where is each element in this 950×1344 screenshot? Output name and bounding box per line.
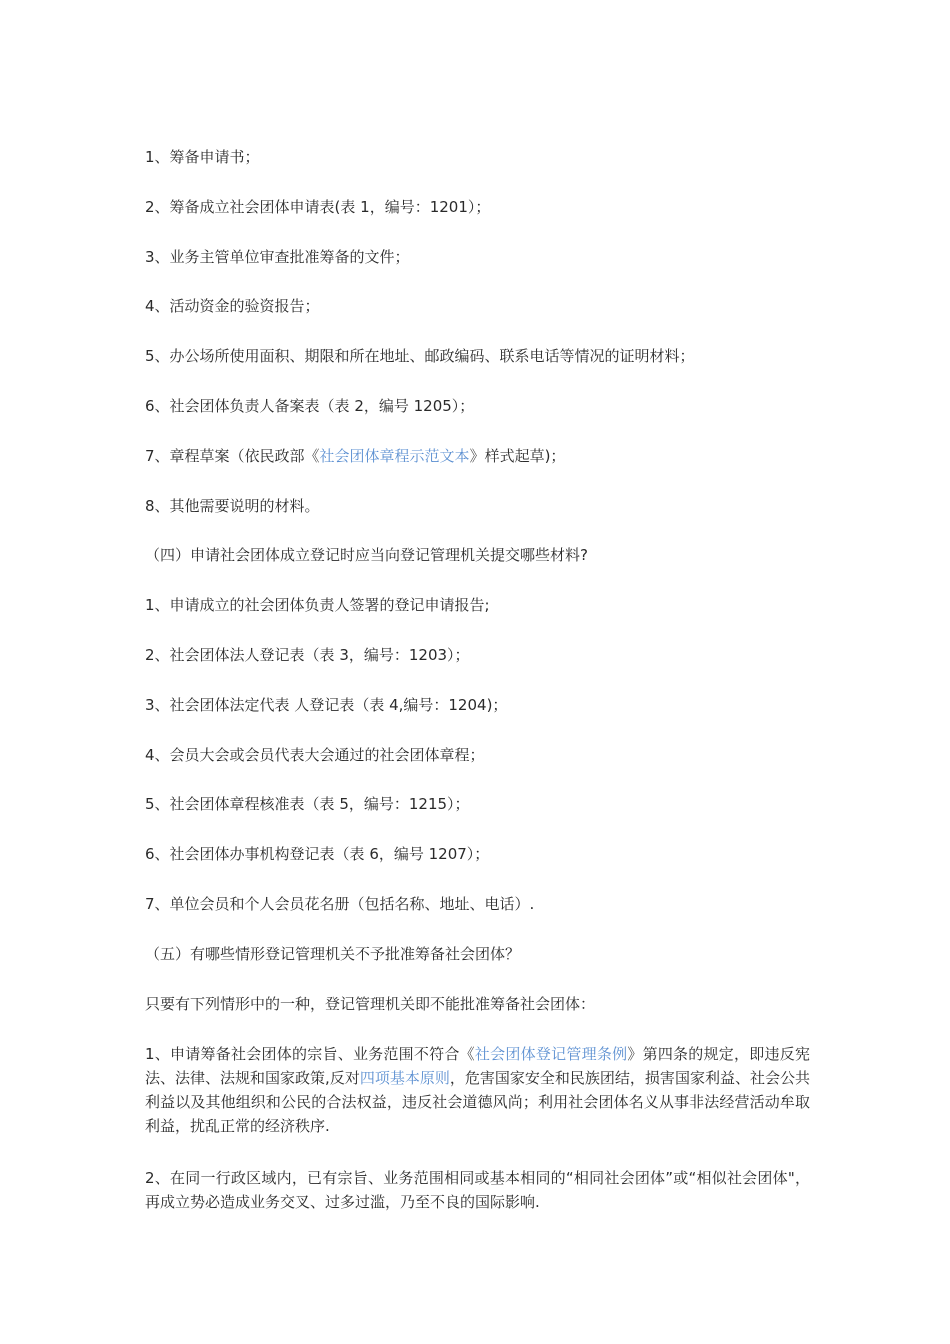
paragraph: 2、在同一行政区域内，已有宗旨、业务范围相同或基本相同的“相同社会团体”或“相似社会团体"，再成立势必造成业务交叉、过多过滥，乃至不良的国际影响. <box>145 1169 810 1212</box>
list-item: 4、会员大会或会员代表大会通过的社会团体章程； <box>145 745 485 764</box>
list-item: 7、单位会员和个人会员花名册（包括名称、地址、电话）. <box>145 894 535 913</box>
regulation-link[interactable]: 社会团体登记管理条例 <box>474 1045 628 1064</box>
principles-link[interactable]: 四项基本原则 <box>359 1069 450 1088</box>
document-body <box>145 146 810 1242</box>
intro-text: 只要有下列情形中的一种，登记管理机关即不能批准筹备社会团体： <box>145 994 596 1013</box>
list-item: 8、其他需要说明的材料。 <box>145 496 320 515</box>
paragraph <box>145 1042 810 1138</box>
paragraph-text: 》第四条的规定，即违反宪法、法律、法规和国家政策,反对 <box>145 1045 810 1088</box>
list-item: 5、社会团体章程核准表（表 5，编号：1215）； <box>145 795 470 814</box>
list-item-text: 7、章程草案（依民政部《 <box>145 446 320 465</box>
list-item: 2、筹备成立社会团体申请表(表 1，编号：1201）； <box>145 197 491 216</box>
list-item: 6、社会团体负责人备案表（表 2，编号 1205）； <box>145 396 475 415</box>
list-item: 4、活动资金的验资报告； <box>145 297 320 316</box>
list-item-text: 》样式起草)； <box>469 446 566 465</box>
list-item: 3、业务主管单位审查批准筹备的文件； <box>145 247 410 266</box>
list-item: 6、社会团体办事机构登记表（表 6，编号 1207）； <box>145 845 490 864</box>
section-heading: （五）有哪些情形登记管理机关不予批准筹备社会团体？ <box>145 944 521 963</box>
list-item: 3、社会团体法定代表 人登记表（表 4,编号：1204)； <box>145 695 508 714</box>
list-item: 5、办公场所使用面积、期限和所在地址、邮政编码、联系电话等情况的证明材料； <box>145 347 695 366</box>
list-item: 1、申请成立的社会团体负责人签署的登记申请报告; <box>145 596 490 615</box>
charter-template-link[interactable]: 社会团体章程示范文本 <box>319 446 470 465</box>
paragraph-text: ，危害国家安全和民族团结，损害国家利益、社会公共利益以及其他组织和公民的合法权益，违反社会道德风尚；利用社会团体名义从事非法经营活动牟取利益，扰乱正常的经济秩序. <box>145 1069 810 1136</box>
list-item <box>145 445 810 467</box>
list-item: 2、社会团体法人登记表（表 3，编号：1203）； <box>145 645 470 664</box>
paragraph-text: 1、申请筹备社会团体的宗旨、业务范围不符合《 <box>145 1045 475 1064</box>
section-heading: （四）申请社会团体成立登记时应当向登记管理机关提交哪些材料? <box>145 546 588 565</box>
list-item: 1、筹备申请书； <box>145 148 260 166</box>
